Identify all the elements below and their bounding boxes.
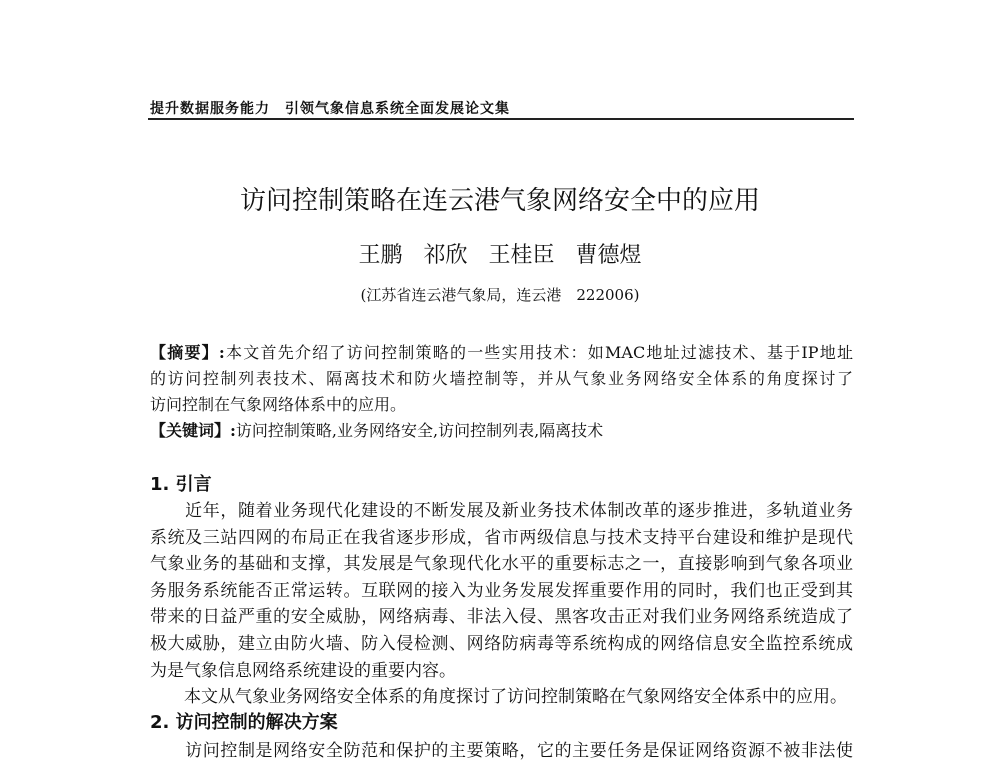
body-line: 气象业务的基础和支撑，其发展是气象现代化水平的重要标志之一，直接影响到气象各项业 [150, 554, 853, 574]
keywords-text: 访问控制策略,业务网络安全,访问控制列表,隔离技术 [235, 421, 604, 440]
affiliation: (江苏省连云港气象局，连云港 222006) [360, 286, 640, 304]
abstract-line: 访问控制在气象网络体系中的应用。 [150, 395, 407, 414]
body-line: 系统及三站四网的布局正在我省逐步形成，省市两级信息与技术支持平台建设和维护是现代 [150, 528, 853, 548]
body-line: 访问控制是网络安全防范和保护的主要策略，它的主要任务是保证网络资源不被非法使 [150, 741, 853, 760]
paper-title: 访问控制策略在连云港气象网络安全中的应用 [239, 186, 760, 216]
abstract-text: 本文首先介绍了访问控制策略的一些实用技术：如MAC地址过滤技术、基于IP地址 [224, 343, 853, 362]
abstract-label: 【摘要】: [150, 343, 225, 362]
author-list [0, 238, 1000, 269]
keywords-label: 【关键词】: [150, 421, 236, 440]
body-line: 极大威胁，建立由防火墙、防入侵检测、网络防病毒等系统构成的网络信息安全监控系统成 [150, 634, 853, 654]
running-header: 提升数据服务能力 引领气象信息系统全面发展论文集 [150, 101, 510, 117]
author: 王桂臣 [488, 243, 555, 268]
body-line: 近年，随着业务现代化建设的不断发展及新业务技术体制改革的逐步推进，多轨道业务 [150, 501, 853, 521]
body-line: 为是气象信息网络系统建设的重要内容。 [150, 661, 456, 681]
body-line: 务服务系统能否正常运转。互联网的接入为业务发展发挥重要作用的同时，我们也正受到其 [150, 581, 853, 601]
section-heading: 1. 引言 [150, 474, 212, 495]
body-line: 带来的日益严重的安全威胁，网络病毒、非法入侵、黑客攻击正对我们业务网络系统造成了 [150, 607, 853, 627]
author: 王鹏 [358, 243, 403, 268]
abstract-line: 的访问控制列表技术、隔离技术和防火墙控制等，并从气象业务网络安全体系的角度探讨了 [150, 369, 853, 388]
body-line: 本文从气象业务网络安全体系的角度探讨了访问控制策略在气象网络安全体系中的应用。 [150, 687, 847, 707]
author: 祁欣 [423, 243, 468, 268]
abstract-line [150, 340, 853, 363]
header-rule [148, 118, 854, 120]
section-heading: 2. 访问控制的解决方案 [150, 712, 338, 733]
author: 曹德煜 [575, 243, 642, 268]
keywords-line [150, 418, 853, 441]
